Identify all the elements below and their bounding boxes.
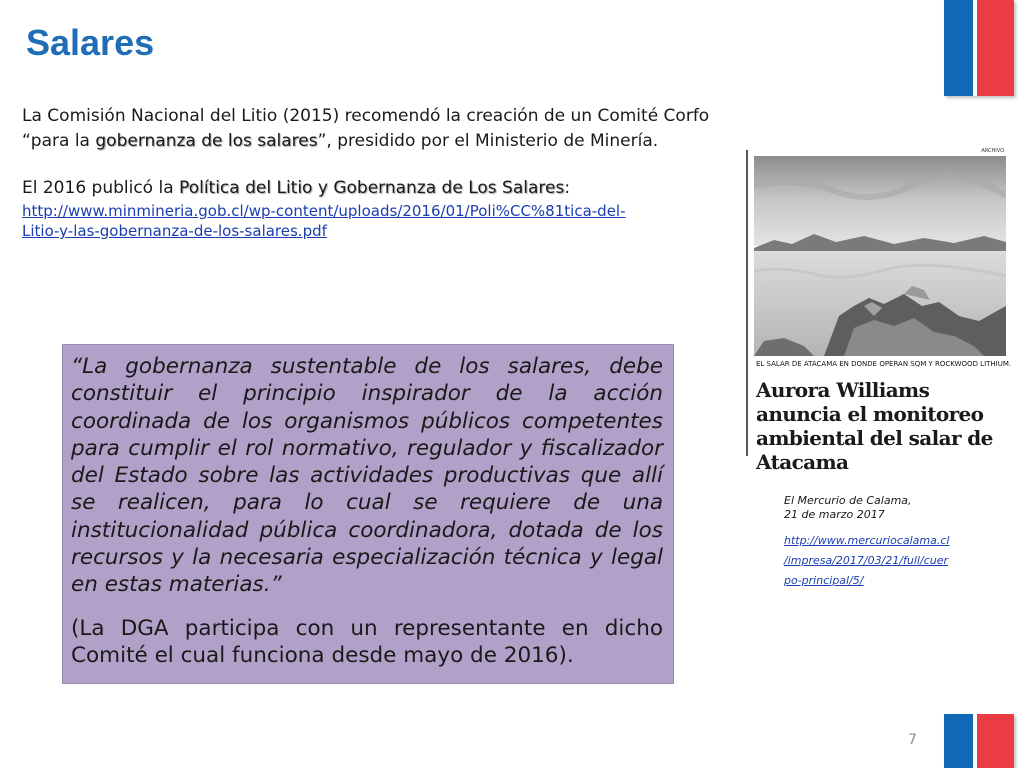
source-note — [784, 494, 984, 591]
source-link[interactable]: http://www.mercuriocalama.cl /impresa/2017/03/21/full/cuer po-principal/5/ — [784, 534, 950, 587]
salar-photo — [754, 156, 1006, 356]
emphasis-politica: Política del Litio y Gobernanza de Los Salares — [179, 178, 565, 198]
clipping-headline: Aurora Williams anuncia el monitoreo ambiental del salar de Atacama — [756, 378, 993, 474]
newspaper-clipping — [746, 148, 1012, 474]
page-title: Salares — [26, 22, 155, 63]
clipping-tag: ARCHIVO — [981, 148, 1004, 154]
clipping-caption: EL SALAR DE ATACAMA EN DONDE OPERAN SQM Y ROCKWOOD LITHIUM. — [756, 360, 1012, 368]
emphasis-gobernanza: gobernanza de los salares — [95, 131, 318, 151]
quote-text: “La gobernanza sustentable de los salares, debe constituir el principio inspirador de la acción coordinada de los organismos públicos competentes para cumplir el rol normativo, regulador y fiscalizador del Estado sobre las actividades productivas que allí se realicen, para lo cual se requiere de una institucionalidad pública coordinadora, dotada de los recursos y la necesaria especialización técnica y legal en estas materias.” — [71, 354, 663, 598]
quote-note: (La DGA participa con un representante en dicho Comité el cual funciona desde mayo de 2016). — [71, 615, 663, 668]
policy-link[interactable]: http://www.minmineria.gob.cl/wp-content/uploads/2016/01/Poli%CC%81tica-del- Litio-y-las-gobernanza-de-los-salares.pdf — [22, 202, 626, 240]
flag-decoration-bottom — [944, 714, 1014, 768]
intro-paragraph-2: El 2016 publicó la Política del Litio y Gobernanza de Los Salares: — [22, 178, 571, 198]
source-line-2: 21 de marzo 2017 — [784, 508, 885, 521]
page-number: 7 — [908, 732, 917, 748]
flag-decoration-top — [944, 0, 1014, 96]
intro-text — [22, 104, 742, 241]
intro-paragraph-1: La Comisión Nacional del Litio (2015) recomendó la creación de un Comité Corfo “para la gobernanza de los salares”, presidido por el Ministerio de Minería. — [22, 106, 710, 151]
quote-box — [62, 344, 674, 684]
source-line-1: El Mercurio de Calama, — [784, 494, 912, 507]
